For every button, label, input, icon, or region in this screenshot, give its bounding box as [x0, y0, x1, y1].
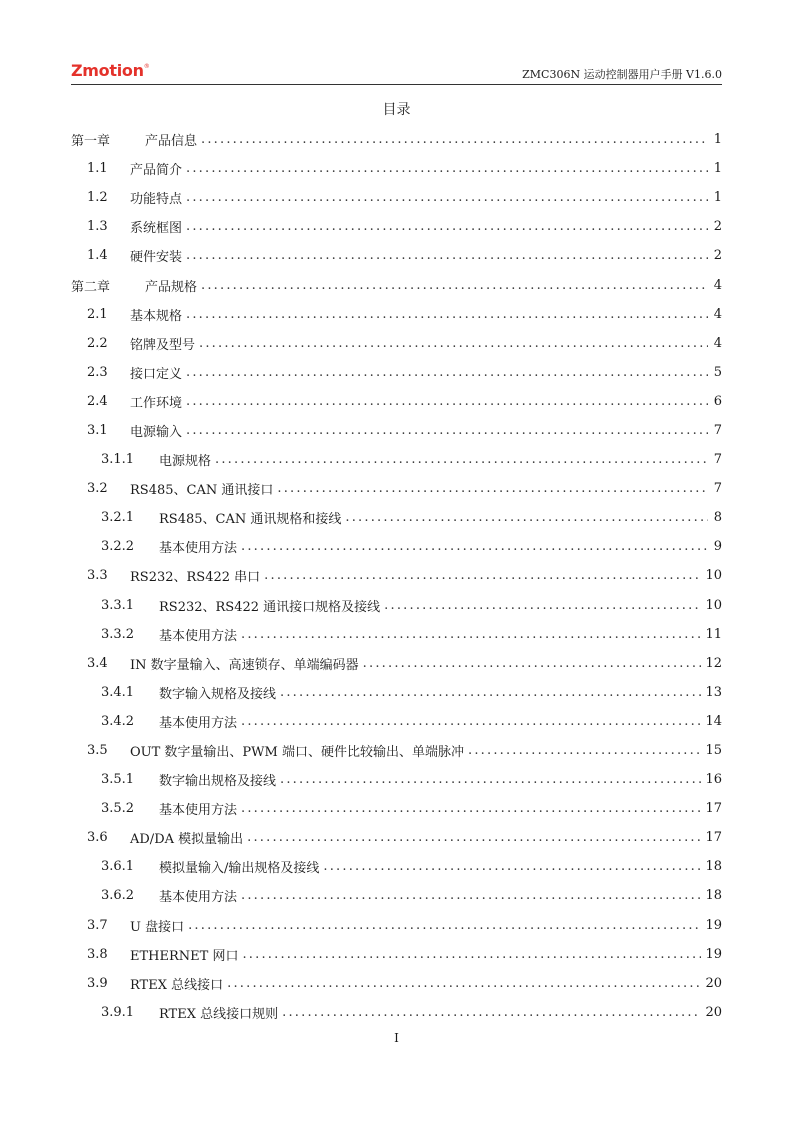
toc-entry[interactable]: [71, 911, 722, 940]
toc-entry-page: 17: [705, 801, 722, 817]
toc-entry-label: RTEX 总线接口: [130, 977, 224, 993]
toc-entry[interactable]: [71, 678, 722, 707]
toc-dot-leader: [186, 423, 708, 438]
toc-entry-label: 基本使用方法: [159, 803, 238, 819]
toc-entry[interactable]: [71, 736, 722, 765]
toc-entry-number: 3.3.1: [101, 597, 135, 613]
toc-entry-label: 基本使用方法: [159, 628, 238, 644]
toc-entry-label: 产品简介: [130, 163, 183, 179]
toc-dot-leader: [241, 539, 708, 554]
toc-dot-leader: [186, 219, 708, 234]
toc-entry-label: IN 数字量输入、高速锁存、单端编码器: [130, 657, 359, 673]
toc-entry[interactable]: [71, 852, 722, 881]
toc-entry-number: 1.3: [87, 219, 108, 235]
toc-entry-page: 10: [705, 568, 722, 584]
toc-entry[interactable]: [71, 794, 722, 823]
toc-entry-label: 硬件安装: [130, 250, 183, 266]
toc-entry-label: 数字输出规格及接线: [159, 774, 277, 790]
toc-entry-page: 4: [713, 335, 722, 351]
toc-entry-label: 基本使用方法: [159, 890, 238, 906]
toc-entry-number: 3.7: [87, 917, 108, 933]
toc-entry-page: 8: [713, 510, 722, 526]
toc-dot-leader: [241, 627, 701, 642]
toc-entry[interactable]: [71, 503, 722, 532]
toc-entry-number: 2.2: [87, 335, 108, 351]
toc-entry-page: 4: [713, 306, 722, 322]
toc-entry[interactable]: [71, 474, 722, 503]
toc-entry-number: 1.4: [87, 248, 108, 264]
toc-dot-leader: [277, 481, 708, 496]
toc-entry-number: 3.6.1: [101, 859, 135, 875]
page-header: [71, 60, 722, 85]
toc-entry-label: 数字输入规格及接线: [159, 686, 277, 702]
toc-entry-number: 3.5: [87, 743, 108, 759]
toc-entry-label: RTEX 总线接口规则: [159, 1006, 279, 1022]
toc-entry-label: 模拟量输入/输出规格及接线: [159, 861, 320, 877]
toc-dot-leader: [247, 830, 701, 845]
toc-entry-label: 铭牌及型号: [130, 337, 196, 353]
toc-entry-page: 14: [705, 713, 722, 729]
toc-entry-label: 基本规格: [130, 308, 183, 324]
table-of-contents: [71, 125, 722, 1027]
toc-dot-leader: [215, 452, 708, 467]
brand-name: Zmotion: [71, 61, 144, 80]
toc-entry[interactable]: [71, 183, 722, 212]
toc-dot-leader: [242, 947, 701, 962]
toc-entry-number: 3.1.1: [101, 452, 135, 468]
toc-entry-label: 接口定义: [130, 366, 183, 382]
toc-entry-page: 15: [705, 743, 722, 759]
toc-entry-page: 20: [705, 975, 722, 991]
toc-entry-label: ETHERNET 网口: [130, 948, 239, 964]
toc-entry[interactable]: [71, 445, 722, 474]
toc-entry-page: 7: [713, 422, 722, 438]
toc-entry[interactable]: [71, 532, 722, 561]
toc-entry[interactable]: [71, 358, 722, 387]
toc-entry-label: 基本使用方法: [159, 715, 238, 731]
toc-entry-number: 3.2.2: [101, 539, 135, 555]
toc-dot-leader: [345, 510, 708, 525]
toc-entry-page: 20: [705, 1004, 722, 1020]
toc-entry[interactable]: [71, 649, 722, 678]
toc-entry[interactable]: [71, 561, 722, 590]
toc-dot-leader: [186, 190, 708, 205]
toc-entry-page: 19: [705, 917, 722, 933]
toc-heading: 目录: [382, 102, 411, 118]
toc-entry-label: 工作环境: [130, 395, 183, 411]
toc-entry-number: 2.3: [87, 364, 108, 380]
toc-dot-leader: [186, 394, 708, 409]
toc-entry-page: 2: [713, 248, 722, 264]
toc-entry-number: 3.8: [87, 946, 108, 962]
toc-entry[interactable]: [71, 620, 722, 649]
toc-entry-label: U 盘接口: [130, 919, 185, 935]
toc-entry[interactable]: [71, 969, 722, 998]
toc-entry[interactable]: [71, 707, 722, 736]
toc-entry-page: 1: [713, 190, 722, 206]
toc-dot-leader: [280, 772, 701, 787]
toc-entry-label: RS232、RS422 串口: [130, 570, 261, 586]
toc-entry[interactable]: [71, 823, 722, 852]
toc-entry[interactable]: [71, 241, 722, 270]
toc-entry-page: 10: [705, 597, 722, 613]
toc-entry-number: 3.4.2: [101, 713, 135, 729]
toc-entry[interactable]: [71, 154, 722, 183]
toc-entry-label: AD/DA 模拟量输出: [130, 832, 244, 848]
toc-entry-number: 3.3.2: [101, 626, 135, 642]
brand-logo: [71, 61, 149, 80]
toc-entry-label: OUT 数字量输出、PWM 端口、硬件比较输出、单端脉冲: [130, 745, 464, 761]
toc-entry-page: 5: [713, 364, 722, 380]
toc-entry-page: 1: [713, 161, 722, 177]
toc-entry-page: 19: [705, 946, 722, 962]
toc-entry-number: 3.4: [87, 655, 108, 671]
toc-entry[interactable]: [71, 416, 722, 445]
toc-entry-label: RS485、CAN 通讯规格和接线: [159, 512, 342, 528]
toc-dot-leader: [186, 365, 708, 380]
toc-entry[interactable]: [71, 765, 722, 794]
toc-dot-leader: [186, 161, 708, 176]
toc-entry-page: 1: [713, 132, 722, 148]
toc-entry-label: RS232、RS422 通讯接口规格及接线: [159, 599, 381, 615]
toc-entry-label: 系统框图: [130, 221, 183, 237]
toc-entry-page: 13: [705, 684, 722, 700]
toc-entry-page: 2: [713, 219, 722, 235]
toc-entry[interactable]: [71, 387, 722, 416]
toc-entry-number: 3.2: [87, 481, 108, 497]
toc-entry-number: 1.1: [87, 161, 108, 177]
toc-entry-number: 3.9: [87, 975, 108, 991]
toc-dot-leader: [323, 859, 701, 874]
toc-entry-page: 12: [705, 655, 722, 671]
toc-entry-page: 18: [705, 888, 722, 904]
toc-entry-number: 1.2: [87, 190, 108, 206]
toc-entry-page: 4: [713, 277, 722, 293]
toc-entry-page: 16: [705, 772, 722, 788]
toc-entry-number: 3.9.1: [101, 1004, 135, 1020]
toc-entry-page: 18: [705, 859, 722, 875]
toc-entry-number: 3.4.1: [101, 684, 135, 700]
toc-entry[interactable]: [71, 300, 722, 329]
toc-entry-number: 第二章: [71, 279, 111, 295]
toc-dot-leader: [186, 248, 708, 263]
toc-entry[interactable]: [71, 591, 722, 620]
toc-entry-label: RS485、CAN 通讯接口: [130, 483, 274, 499]
toc-entry-label: 功能特点: [130, 192, 183, 208]
toc-dot-leader: [241, 888, 701, 903]
toc-entry[interactable]: [71, 998, 722, 1027]
toc-dot-leader: [241, 714, 701, 729]
toc-entry-page: 6: [713, 393, 722, 409]
toc-dot-leader: [227, 976, 701, 991]
page-number: I: [394, 1031, 399, 1045]
toc-entry-number: 3.1: [87, 422, 108, 438]
toc-dot-leader: [363, 656, 702, 671]
toc-entry-page: 7: [713, 452, 722, 468]
toc-entry-page: 17: [705, 830, 722, 846]
toc-entry-number: 3.2.1: [101, 510, 135, 526]
toc-entry[interactable]: [71, 329, 722, 358]
toc-entry-number: 2.1: [87, 306, 108, 322]
toc-dot-leader: [201, 132, 708, 147]
toc-dot-leader: [186, 307, 708, 322]
toc-entry-label: 产品信息: [145, 134, 198, 150]
toc-dot-leader: [201, 278, 708, 293]
registered-mark: ®: [143, 63, 150, 70]
toc-entry[interactable]: [71, 881, 722, 910]
toc-entry-label: 基本使用方法: [159, 541, 238, 557]
toc-entry-number: 3.6: [87, 830, 108, 846]
toc-entry-number: 3.6.2: [101, 888, 135, 904]
toc-entry[interactable]: [71, 940, 722, 969]
toc-entry-page: 9: [713, 539, 722, 555]
document-title: ZMC306N 运动控制器用户手册 V1.6.0: [522, 68, 722, 81]
toc-entry-label: 电源输入: [130, 424, 183, 440]
toc-entry[interactable]: [71, 212, 722, 241]
toc-entry-label: 产品规格: [145, 279, 198, 295]
toc-dot-leader: [280, 685, 701, 700]
toc-entry-number: 2.4: [87, 393, 108, 409]
toc-entry[interactable]: [71, 125, 722, 154]
toc-entry-label: 电源规格: [159, 454, 212, 470]
toc-entry-number: 3.5.2: [101, 801, 135, 817]
toc-dot-leader: [468, 743, 701, 758]
toc-dot-leader: [199, 336, 708, 351]
toc-dot-leader: [282, 1005, 701, 1020]
toc-dot-leader: [264, 568, 701, 583]
toc-entry-page: 11: [705, 626, 722, 642]
toc-entry-number: 3.5.1: [101, 772, 135, 788]
toc-dot-leader: [384, 598, 701, 613]
toc-entry-number: 3.3: [87, 568, 108, 584]
toc-entry[interactable]: [71, 270, 722, 299]
toc-dot-leader: [241, 801, 701, 816]
toc-entry-number: 第一章: [71, 134, 111, 150]
toc-dot-leader: [188, 918, 701, 933]
toc-entry-page: 7: [713, 481, 722, 497]
